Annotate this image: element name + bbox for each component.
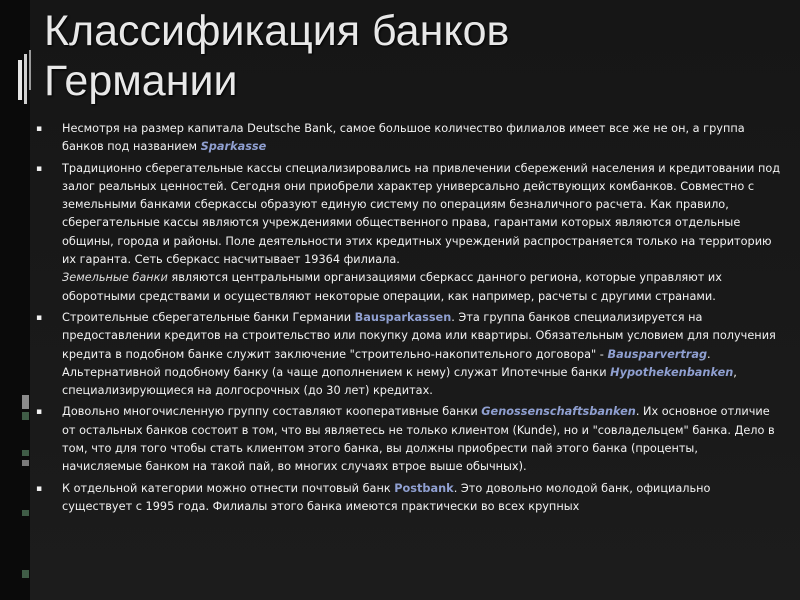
item-text: К отдельной категории можно отнести почтовый банк [62, 481, 395, 495]
list-item [36, 480, 781, 517]
item-text: . Их основное отличие от остальных банков состоит в том, что вы являетесь не только клиентом (Kunde), но и "совладельцем" банка. Дело в том, что для того чтобы стать клиентом этого банка, вы должны приобрести пай этого банка (проценты, начисляемые банком на такой пай, во многих случаях втрое выше обычных). [62, 405, 775, 474]
bullet-icon: ▪ [36, 407, 43, 418]
list-item [36, 120, 781, 157]
decor-bar [22, 460, 29, 466]
list-item [36, 309, 781, 400]
item-text: , специализирующиеся на долгосрочных (до 30 лет) кредитах. [62, 365, 737, 398]
item-text: . Это довольно молодой банк, официально существует с 1995 года. Филиалы этого банка имеются практически во всех крупных [62, 481, 711, 513]
decor-bar [22, 570, 29, 578]
decor-bar [22, 412, 29, 420]
item-term: Bausparvertrag [607, 347, 708, 361]
item-text: . Альтернативной подобному банку (а чаще дополнением к нему) служат Ипотечные банки [62, 347, 711, 379]
title-line-1: Классификация банков [44, 7, 510, 55]
bullet-list [36, 120, 781, 519]
slide-title [44, 6, 744, 106]
bullet-icon: ▪ [36, 163, 43, 174]
item-text: Традиционно сберегательные кассы специализировались на привлечении сбережений населения и кредитовании под залог реальных ценностей. Сегодня они приобрели характер универсально действующих комбанков. Совместно с земельными банками сберкассы образуют единую систему по операциям безналичного расчета. Как правило, сберегательные кассы являются учреждениями общественного права, гарантами которых являются отдельные общины, города и районы. Поле деятельности этих кредитных учреждений распространяется только на территорию их гаранта. Сеть сберкасс насчитывает 19364 филиала. [62, 161, 781, 267]
item-text: Довольно многочисленную группу составляют кооперативные банки [62, 405, 482, 419]
decor-bar [22, 510, 29, 516]
item-text: Строительные сберегательные банки Германии [62, 310, 355, 324]
item-term: Hypothekenbanken [610, 365, 734, 379]
bullet-icon: ▪ [36, 312, 43, 323]
list-item [36, 403, 781, 476]
item-text: . Эта группа банков специализируется на предоставлении кредитов на строительство или покупку дома или квартиры. Обязательным условием для получения кредита в подобном банке служит заключение "строительно-накопительного договора" - [62, 310, 776, 361]
item-term: Bausparkassen [354, 310, 452, 324]
item-term: Postbank [394, 481, 454, 495]
decor-bar [29, 50, 31, 90]
item-text: Несмотря на размер капитала Deutsche Bank, самое большое количество филиалов имеет все же не он, а группа банков под названием [62, 122, 745, 154]
bullet-icon: ▪ [36, 483, 43, 494]
decor-bar [18, 60, 22, 100]
item-term: Sparkasse [200, 140, 267, 154]
list-item [36, 160, 781, 306]
decor-bar [24, 54, 27, 104]
bullet-icon: ▪ [36, 124, 43, 134]
decor-bar [22, 450, 29, 456]
decor-bar [22, 395, 29, 409]
item-term: Genossenschaftsbanken [481, 405, 636, 419]
decorative-bars [16, 40, 36, 600]
item-text: являются центральными организациями сберкасс данного региона, которые управляют их оборотными средствами и осуществляют некоторые операции, как например, расчеты с другими странами. [62, 271, 722, 303]
item-term: Земельные банки [62, 271, 168, 285]
title-line-2: Германии [44, 57, 238, 105]
